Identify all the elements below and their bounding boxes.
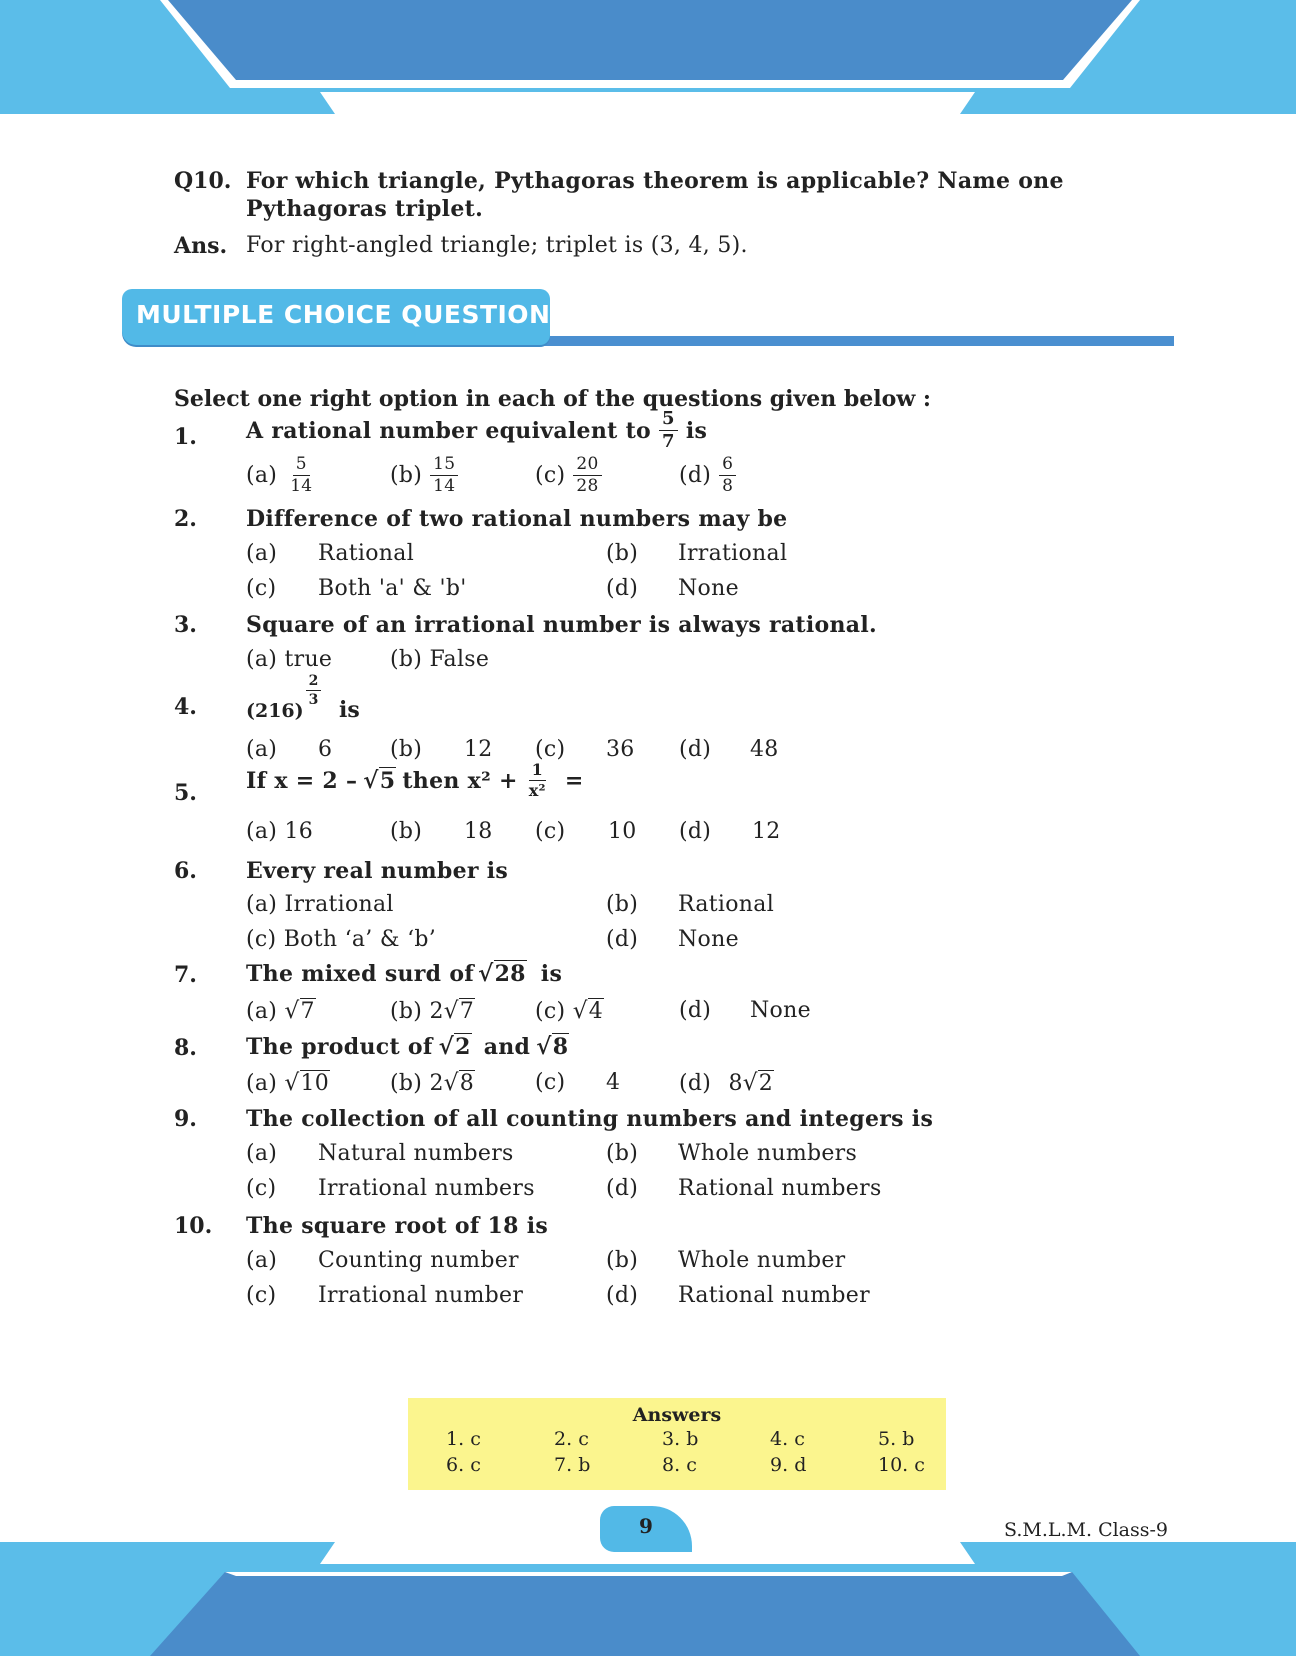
instruction: Select one right option in each of the questions given below : <box>174 386 932 412</box>
answer-item: 9. d <box>770 1454 807 1476</box>
q7-tail: is <box>540 960 563 987</box>
q2-option-b[interactable]: Irrational <box>678 541 788 566</box>
q8-option-c[interactable]: 4 <box>606 1070 621 1095</box>
q7-stem: The mixed surd of <box>246 960 475 987</box>
q5-option-c[interactable]: 10 <box>608 819 637 844</box>
q9-option-c-label: (c) <box>246 1176 277 1201</box>
q2-option-c-label: (c) <box>246 576 277 601</box>
q7-option-a[interactable]: (a) √7 <box>246 998 315 1024</box>
q1-option-a[interactable]: (a) $\frac{5}{14}$ <box>246 454 313 496</box>
answer-item: 10. c <box>878 1454 925 1476</box>
q9-option-d-label: (d) <box>606 1176 639 1201</box>
q5-option-d[interactable]: 12 <box>752 819 781 844</box>
q5-option-b-label: (b) <box>390 819 423 844</box>
q4-base: (216) <box>246 700 304 722</box>
q7-option-d-label: (d) <box>679 998 712 1023</box>
q6-number: 6. <box>174 858 197 884</box>
q8-option-d[interactable]: (d) 8√2 <box>679 1070 774 1096</box>
q6-option-b[interactable]: Rational <box>678 892 775 917</box>
q8-stem: The product of <box>246 1033 433 1060</box>
header-decoration <box>0 0 1296 140</box>
q5-tail: = <box>564 767 584 794</box>
q5-text <box>246 762 584 799</box>
q9-option-a-label: (a) <box>246 1141 278 1166</box>
q6-text: Every real number is <box>246 858 509 884</box>
q9-option-b[interactable]: Whole numbers <box>678 1141 858 1166</box>
q4-option-c[interactable]: 36 <box>606 737 635 762</box>
answer-item: 4. c <box>770 1428 805 1450</box>
q9-option-b-label: (b) <box>606 1141 639 1166</box>
q3-option-b[interactable]: (b) False <box>390 647 490 672</box>
q2-option-a[interactable]: Rational <box>318 541 415 566</box>
q10-label: Q10. <box>174 168 232 194</box>
q6-option-d-label: (d) <box>606 927 639 952</box>
q10-mcq-option-b-label: (b) <box>606 1248 639 1273</box>
q7-option-c[interactable]: (c) √4 <box>535 998 604 1024</box>
answers-box <box>408 1398 946 1490</box>
q5-number: 5. <box>174 780 197 806</box>
q10-mcq-option-b[interactable]: Whole number <box>678 1248 846 1273</box>
q10-mcq-option-a[interactable]: Counting number <box>318 1248 519 1273</box>
q1-option-b[interactable]: (b) $\frac{15}{14}$ <box>390 456 460 495</box>
q1-number: 1. <box>174 424 197 450</box>
footer-label: S.M.L.M. Class-9 <box>1004 1519 1169 1541</box>
q10-mcq-option-c-label: (c) <box>246 1283 277 1308</box>
q5-option-d-label: (d) <box>679 819 712 844</box>
q4-option-b[interactable]: 12 <box>464 737 493 762</box>
q5-option-b[interactable]: 18 <box>464 819 493 844</box>
q2-text: Difference of two rational numbers may be <box>246 506 788 532</box>
q7-sqrt: √28 <box>478 960 526 987</box>
answer-item: 7. b <box>554 1454 591 1476</box>
q1-text <box>246 410 707 451</box>
q1-tail: is <box>685 417 708 444</box>
q8-sqrt-2: √8 <box>536 1033 569 1060</box>
q4-option-d[interactable]: 48 <box>750 737 779 762</box>
answer-item: 6. c <box>446 1454 481 1476</box>
q5-pre: If x = 2 – <box>246 767 358 794</box>
q9-text: The collection of all counting numbers and integers is <box>246 1106 934 1132</box>
q8-number: 8. <box>174 1035 197 1061</box>
q5-mid: then x² + <box>402 767 518 794</box>
q10-mcq-text: The square root of 18 is <box>246 1213 549 1239</box>
q10-mcq-option-a-label: (a) <box>246 1248 278 1273</box>
q7-option-b[interactable]: (b) 2√7 <box>390 998 475 1024</box>
q8-option-b[interactable]: (b) 2√8 <box>390 1070 475 1096</box>
q5-option-c-label: (c) <box>535 819 566 844</box>
q6-option-a[interactable]: (a) Irrational <box>246 892 394 917</box>
q10-answer-label: Ans. <box>174 233 228 259</box>
q5-sqrt: √5 <box>363 767 396 794</box>
q3-text: Square of an irrational number is always rational. <box>246 612 877 638</box>
page-number: 9 <box>639 1514 653 1538</box>
q9-option-c[interactable]: Irrational numbers <box>318 1176 535 1201</box>
q3-option-a[interactable]: (a) true <box>246 647 333 672</box>
q2-option-b-label: (b) <box>606 541 639 566</box>
section-underline <box>520 336 1174 346</box>
q10-text-line1: For which triangle, Pythagoras theorem is applicable? Name one <box>246 168 1064 194</box>
q9-number: 9. <box>174 1106 197 1132</box>
q2-option-d[interactable]: None <box>678 576 739 601</box>
q4-exponent: $\frac{2}{3}$ <box>306 674 322 707</box>
q2-option-a-label: (a) <box>246 541 278 566</box>
q9-option-a[interactable]: Natural numbers <box>318 1141 514 1166</box>
answers-title: Answers <box>632 1404 722 1426</box>
q4-option-a[interactable]: 6 <box>318 737 333 762</box>
q10-mcq-option-d[interactable]: Rational number <box>678 1283 870 1308</box>
answer-item: 2. c <box>554 1428 589 1450</box>
q6-option-d[interactable]: None <box>678 927 739 952</box>
q4-option-d-label: (d) <box>679 737 712 762</box>
q1-stem: A rational number equivalent to <box>246 417 652 444</box>
q1-option-d[interactable]: (d) $\frac{6}{8}$ <box>679 456 738 495</box>
q8-mid: and <box>483 1033 531 1060</box>
answer-item: 3. b <box>662 1428 699 1450</box>
q4-option-b-label: (b) <box>390 737 423 762</box>
q3-number: 3. <box>174 612 197 638</box>
q4-text <box>246 673 360 723</box>
q8-sqrt-1: √2 <box>438 1033 471 1060</box>
section-title: MULTIPLE CHOICE QUESTIONS <box>136 300 569 329</box>
q10-text-line2: Pythagoras triplet. <box>246 196 484 222</box>
q10-answer-text: For right-angled triangle; triplet is (3, 4, 5). <box>246 233 748 258</box>
q7-option-d[interactable]: None <box>750 998 811 1023</box>
q1-option-c[interactable]: (c) $\frac{20}{28}$ <box>535 456 604 495</box>
q10-mcq-number: 10. <box>174 1213 213 1239</box>
q5-fraction: $\frac{1}{\text{x²}}$ <box>528 760 546 800</box>
q4-option-a-label: (a) <box>246 737 278 762</box>
q1-fraction: $\frac{5}{7}$ <box>659 410 678 451</box>
q4-option-c-label: (c) <box>535 737 566 762</box>
answer-item: 5. b <box>878 1428 915 1450</box>
q5-option-a[interactable]: (a) 16 <box>246 819 314 844</box>
answer-item: 8. c <box>662 1454 697 1476</box>
q6-option-b-label: (b) <box>606 892 639 917</box>
q7-number: 7. <box>174 962 197 988</box>
q2-option-c[interactable]: Both 'a' & 'b' <box>318 576 467 601</box>
q4-number: 4. <box>174 694 197 720</box>
q4-tail: is <box>338 697 360 723</box>
q9-option-d[interactable]: Rational numbers <box>678 1176 882 1201</box>
q8-text <box>246 1033 569 1060</box>
q8-option-a[interactable]: (a) √10 <box>246 1070 330 1096</box>
q10-mcq-option-d-label: (d) <box>606 1283 639 1308</box>
q2-number: 2. <box>174 506 197 532</box>
q10-mcq-option-c[interactable]: Irrational number <box>318 1283 524 1308</box>
q2-option-d-label: (d) <box>606 576 639 601</box>
q7-text <box>246 960 562 987</box>
answer-item: 1. c <box>446 1428 481 1450</box>
q8-option-c-label: (c) <box>535 1070 566 1095</box>
q6-option-c[interactable]: (c) Both ‘a’ & ‘b’ <box>246 927 437 952</box>
